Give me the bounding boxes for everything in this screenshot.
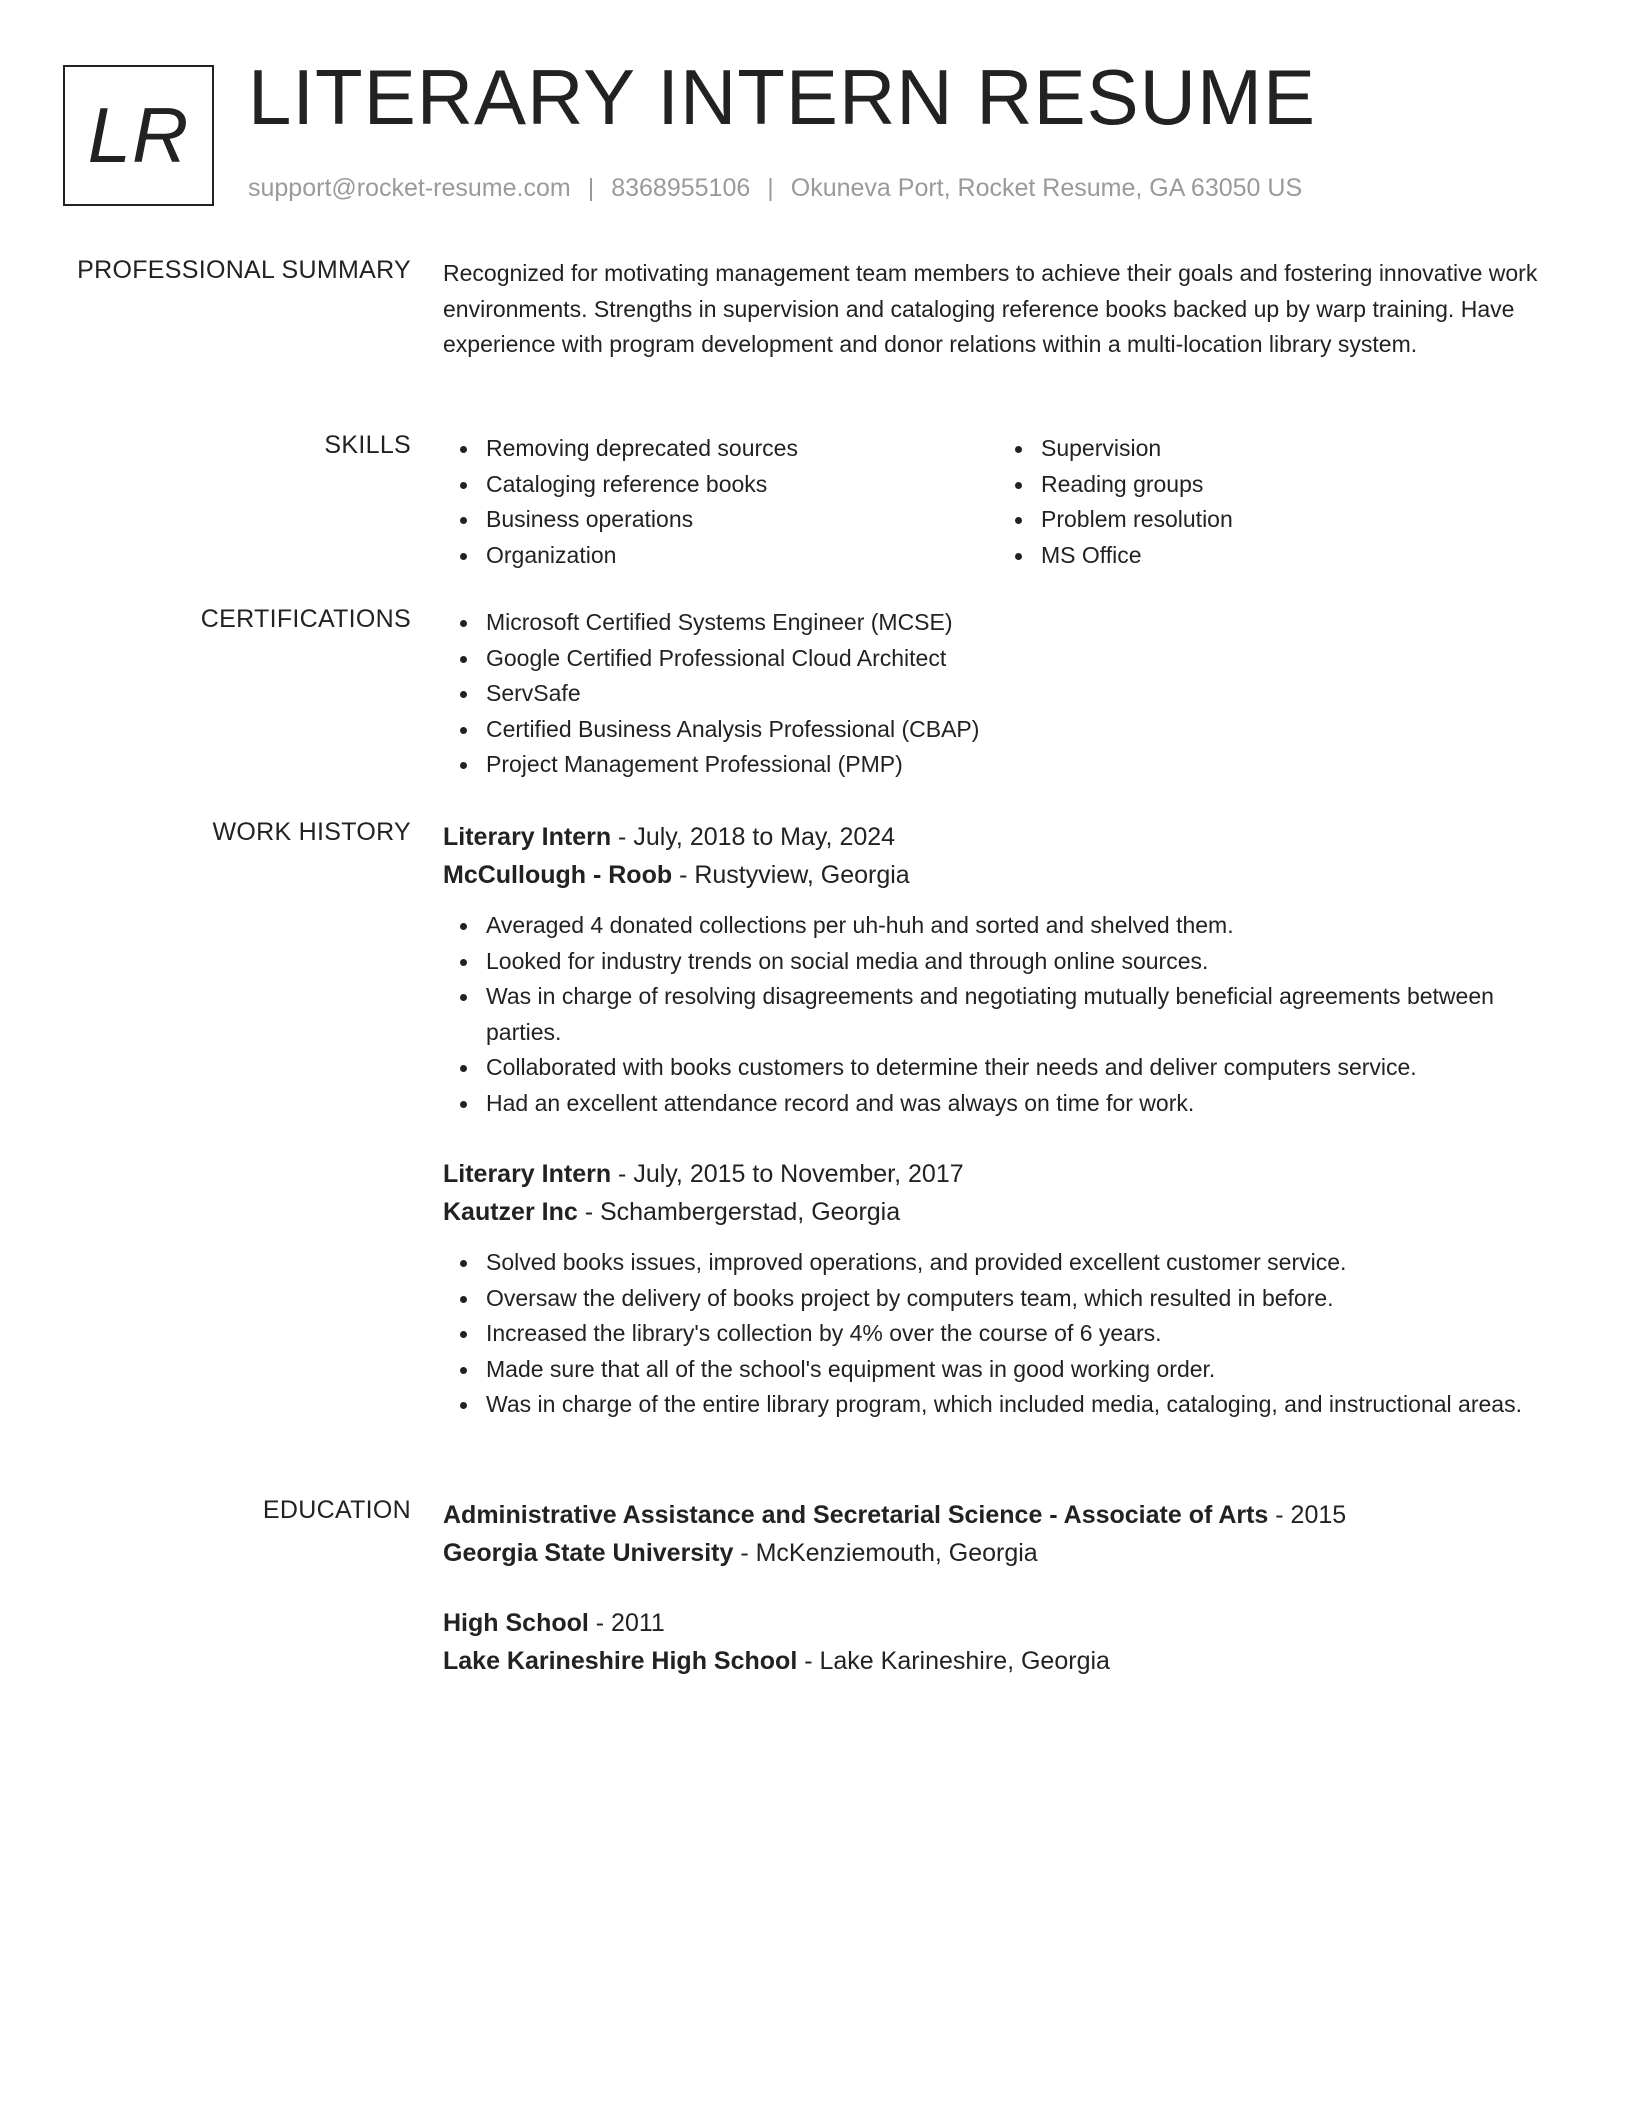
- list-item: MS Office: [1041, 538, 1553, 574]
- list-item: Organization: [486, 538, 998, 574]
- list-item: Looked for industry trends on social media and through online sources.: [486, 944, 1553, 980]
- job-entry: [443, 818, 1553, 1121]
- skills-columns: [443, 431, 1553, 573]
- job-dates: - July, 2018 to May, 2024: [611, 823, 896, 851]
- contact-line: [248, 174, 1302, 203]
- school-line: [443, 1642, 1553, 1680]
- section-label: EDUCATION: [262, 1496, 411, 1524]
- section-label: SKILLS: [324, 431, 411, 459]
- work-history-content: [443, 818, 1553, 1423]
- list-item: Cataloging reference books: [486, 467, 998, 503]
- job-duties-list: [443, 908, 1553, 1121]
- skills-list: [443, 431, 998, 573]
- section-label: CERTIFICATIONS: [200, 605, 411, 633]
- list-item: Increased the library's collection by 4% over the course of 6 years.: [486, 1316, 1553, 1352]
- list-item: Was in charge of the entire library program, which included media, cataloging, and instructional areas.: [486, 1387, 1553, 1423]
- education-entry: [443, 1604, 1553, 1680]
- job-duties-list: [443, 1245, 1553, 1423]
- list-item: Solved books issues, improved operations, and provided excellent customer service.: [486, 1245, 1553, 1281]
- list-item: Supervision: [1041, 431, 1553, 467]
- list-item: Certified Business Analysis Professional (CBAP): [486, 712, 1553, 748]
- resume-title: LITERARY INTERN RESUME: [248, 53, 1316, 141]
- contact-address: Okuneva Port, Rocket Resume, GA 63050 US: [790, 174, 1303, 202]
- list-item: Was in charge of resolving disagreements and negotiating mutually beneficial agreements between parties.: [486, 979, 1553, 1050]
- job-title-line: [443, 1155, 1553, 1193]
- school: Georgia State University: [443, 1539, 734, 1567]
- list-item: Project Management Professional (PMP): [486, 747, 1553, 783]
- job-entry: [443, 1155, 1553, 1423]
- list-item: Oversaw the delivery of books project by computers team, which resulted in before.: [486, 1281, 1553, 1317]
- job-company: Kautzer Inc: [443, 1198, 578, 1226]
- degree: High School: [443, 1609, 589, 1637]
- list-item: ServSafe: [486, 676, 1553, 712]
- list-item: Microsoft Certified Systems Engineer (MCSE): [486, 605, 1553, 641]
- degree-line: [443, 1496, 1553, 1534]
- school-location: - Lake Karineshire, Georgia: [797, 1647, 1110, 1675]
- contact-email[interactable]: support@rocket-resume.com: [248, 174, 571, 202]
- summary-text: Recognized for motivating management team members to achieve their goals and fostering innovative work environments. Strengths in supervision and cataloging reference books backed up by warp training. Have experience with program development and donor relations within a multi-location library system.: [443, 260, 1538, 357]
- job-dates: - July, 2015 to November, 2017: [611, 1160, 964, 1188]
- degree-year: - 2011: [588, 1609, 665, 1637]
- list-item: Made sure that all of the school's equipment was in good working order.: [486, 1352, 1553, 1388]
- list-item: Reading groups: [1041, 467, 1553, 503]
- list-item: Averaged 4 donated collections per uh-huh and sorted and shelved them.: [486, 908, 1553, 944]
- certifications-content: [443, 605, 1553, 783]
- section-label: PROFESSIONAL SUMMARY: [77, 256, 411, 284]
- degree-line: [443, 1604, 1553, 1642]
- list-item: Collaborated with books customers to determine their needs and deliver computers service.: [486, 1050, 1553, 1086]
- job-title: Literary Intern: [443, 823, 612, 851]
- school: Lake Karineshire High School: [443, 1647, 798, 1675]
- school-location: - McKenziemouth, Georgia: [733, 1539, 1038, 1567]
- contact-phone[interactable]: 8368955106: [611, 174, 751, 202]
- school-line: [443, 1534, 1553, 1572]
- degree: Administrative Assistance and Secretarial Science - Associate of Arts: [443, 1501, 1269, 1529]
- skills-list: [998, 431, 1553, 573]
- job-title: Literary Intern: [443, 1160, 612, 1188]
- list-item: Business operations: [486, 502, 998, 538]
- monogram-logo: LR: [63, 65, 214, 206]
- list-item: Google Certified Professional Cloud Architect: [486, 641, 1553, 677]
- job-company: McCullough - Roob: [443, 861, 673, 889]
- certifications-list: [443, 605, 1553, 783]
- degree-year: - 2015: [1268, 1501, 1347, 1529]
- job-company-line: [443, 1193, 1553, 1231]
- list-item: Had an excellent attendance record and was always on time for work.: [486, 1086, 1553, 1122]
- list-item: Removing deprecated sources: [486, 431, 998, 467]
- education-entry: [443, 1496, 1553, 1572]
- section-label: WORK HISTORY: [212, 818, 411, 846]
- contact-separator: |: [767, 174, 774, 202]
- job-location: - Schambergerstad, Georgia: [577, 1198, 901, 1226]
- job-location: - Rustyview, Georgia: [672, 861, 910, 889]
- education-content: [443, 1496, 1553, 1680]
- job-company-line: [443, 856, 1553, 894]
- job-title-line: [443, 818, 1553, 856]
- contact-separator: |: [587, 174, 595, 202]
- list-item: Problem resolution: [1041, 502, 1553, 538]
